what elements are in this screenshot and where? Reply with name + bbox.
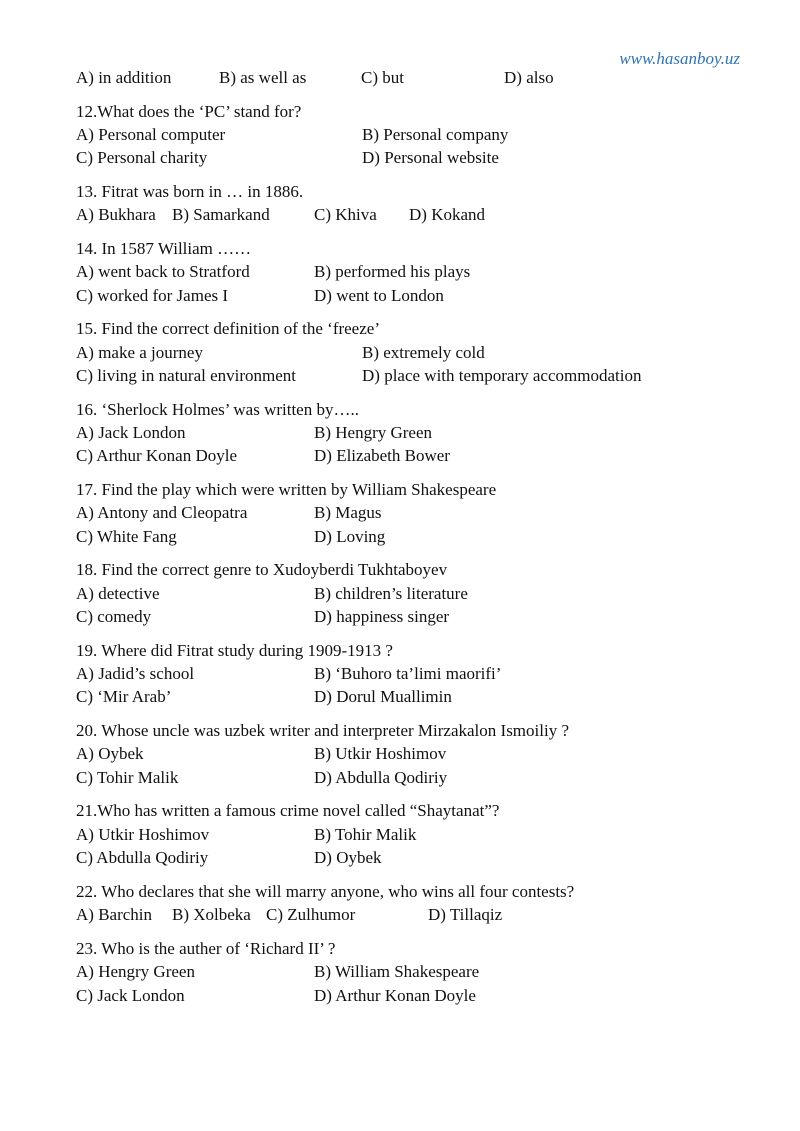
answer-option: B) Tohir Malik (314, 824, 417, 844)
question-block (76, 937, 756, 1007)
question-block (76, 478, 756, 548)
answer-option: D) went to London (314, 285, 444, 305)
options-row (76, 444, 756, 467)
question-11-options (76, 66, 756, 89)
options-row (76, 66, 756, 89)
options-row (76, 203, 756, 226)
answer-option: A) make a journey (76, 342, 203, 362)
answer-option: D) Dorul Muallimin (314, 687, 452, 707)
answer-option: C) Personal charity (76, 148, 208, 168)
answer-option: B) extremely cold (362, 342, 485, 362)
question-text: 19. Where did Fitrat study during 1909-1913 ? (76, 640, 393, 660)
answer-option: C) comedy (76, 607, 152, 627)
answer-option: D) Tillaqiz (428, 905, 503, 925)
answer-option: B) Hengry Green (314, 423, 433, 443)
question-text: 15. Find the correct definition of the ‘freeze’ (76, 319, 380, 339)
question-text: 17. Find the play which were written by William Shakespeare (76, 479, 497, 499)
question-text: 21.Who has written a famous crime novel called “Shaytanat”? (76, 801, 500, 821)
answer-option: A) Jack London (76, 423, 186, 443)
answer-option: C) living in natural environment (76, 366, 297, 386)
answer-option: C) Jack London (76, 985, 185, 1005)
answer-option: B) performed his plays (314, 262, 471, 282)
answer-option: C) White Fang (76, 526, 177, 546)
answer-option: A) Jadid’s school (76, 664, 195, 684)
options-row (76, 341, 756, 364)
options-row (76, 501, 756, 524)
options-row (76, 846, 756, 869)
question-list (76, 100, 756, 1007)
answer-option: C) ‘Mir Arab’ (76, 687, 172, 707)
question-block (76, 180, 756, 227)
answer-option: A) Barchin (76, 905, 153, 925)
question-block (76, 558, 756, 628)
question-text: 23. Who is the auther of ‘Richard II’ ? (76, 938, 336, 958)
answer-option: B) Samarkand (172, 205, 270, 225)
options-row (76, 582, 756, 605)
options-row (76, 662, 756, 685)
answer-option: B) Utkir Hoshimov (314, 744, 447, 764)
options-row (76, 284, 756, 307)
answer-option: A) Hengry Green (76, 962, 195, 982)
question-block (76, 719, 756, 789)
option-a: A) in addition (76, 68, 172, 87)
question-text: 16. ‘Sherlock Holmes’ was written by….. (76, 399, 359, 419)
answer-option: C) worked for James I (76, 285, 229, 305)
question-text: 13. Fitrat was born in … in 1886. (76, 181, 304, 201)
options-row (76, 123, 756, 146)
site-watermark: www.hasanboy.uz (619, 49, 740, 68)
options-row (76, 766, 756, 789)
question-sheet (76, 66, 756, 1017)
answer-option: A) Bukhara (76, 205, 156, 225)
question-block (76, 799, 756, 869)
question-text: 18. Find the correct genre to Xudoyberdi Tukhtaboyev (76, 560, 448, 580)
answer-option: D) Arthur Konan Doyle (314, 985, 476, 1005)
question-text: 20. Whose uncle was uzbek writer and interpreter Mirzakalon Ismoiliy ? (76, 721, 569, 741)
option-c: C) but (361, 68, 404, 87)
answer-option: C) Arthur Konan Doyle (76, 446, 238, 466)
answer-option: B) William Shakespeare (314, 962, 480, 982)
answer-option: D) Loving (314, 526, 386, 546)
options-row (76, 525, 756, 548)
answer-option: A) Antony and Cleopatra (76, 503, 248, 523)
options-row (76, 260, 756, 283)
question-block (76, 398, 756, 468)
answer-option: D) Elizabeth Bower (314, 446, 450, 466)
answer-option: A) went back to Stratford (76, 262, 250, 282)
options-row (76, 605, 756, 628)
question-block (76, 639, 756, 709)
question-text: 14. In 1587 William …… (76, 238, 252, 258)
answer-option: D) happiness singer (314, 607, 450, 627)
question-block (76, 880, 756, 927)
options-row (76, 903, 756, 926)
options-row (76, 742, 756, 765)
answer-option: A) detective (76, 583, 160, 603)
options-row (76, 823, 756, 846)
answer-option: C) Zulhumor (266, 905, 356, 925)
answer-option: B) ‘Buhoro ta’limi maorifi’ (314, 664, 502, 684)
question-block (76, 100, 756, 170)
options-row (76, 421, 756, 444)
answer-option: A) Oybek (76, 744, 144, 764)
answer-option: B) Magus (314, 503, 382, 523)
question-block (76, 237, 756, 307)
options-row (76, 685, 756, 708)
answer-option: B) Xolbeka (172, 905, 251, 925)
question-text: 22. Who declares that she will marry anyone, who wins all four contests? (76, 881, 575, 901)
answer-option: C) Tohir Malik (76, 767, 179, 787)
answer-option: A) Utkir Hoshimov (76, 824, 210, 844)
question-block (76, 317, 756, 387)
options-row (76, 146, 756, 169)
answer-option: B) Personal company (362, 124, 509, 144)
answer-option: B) children’s literature (314, 583, 468, 603)
answer-option: D) place with temporary accommodation (362, 366, 642, 386)
answer-option: C) Khiva (314, 205, 377, 225)
question-text: 12.What does the ‘PC’ stand for? (76, 101, 302, 121)
answer-option: D) Oybek (314, 848, 382, 868)
option-d: D) also (504, 68, 554, 87)
answer-option: C) Abdulla Qodiriy (76, 848, 209, 868)
options-row (76, 984, 756, 1007)
options-row (76, 960, 756, 983)
options-row (76, 364, 756, 387)
answer-option: D) Personal website (362, 148, 499, 168)
answer-option: D) Kokand (409, 205, 486, 225)
answer-option: A) Personal computer (76, 124, 226, 144)
answer-option: D) Abdulla Qodiriy (314, 767, 448, 787)
option-b: B) as well as (219, 68, 307, 87)
